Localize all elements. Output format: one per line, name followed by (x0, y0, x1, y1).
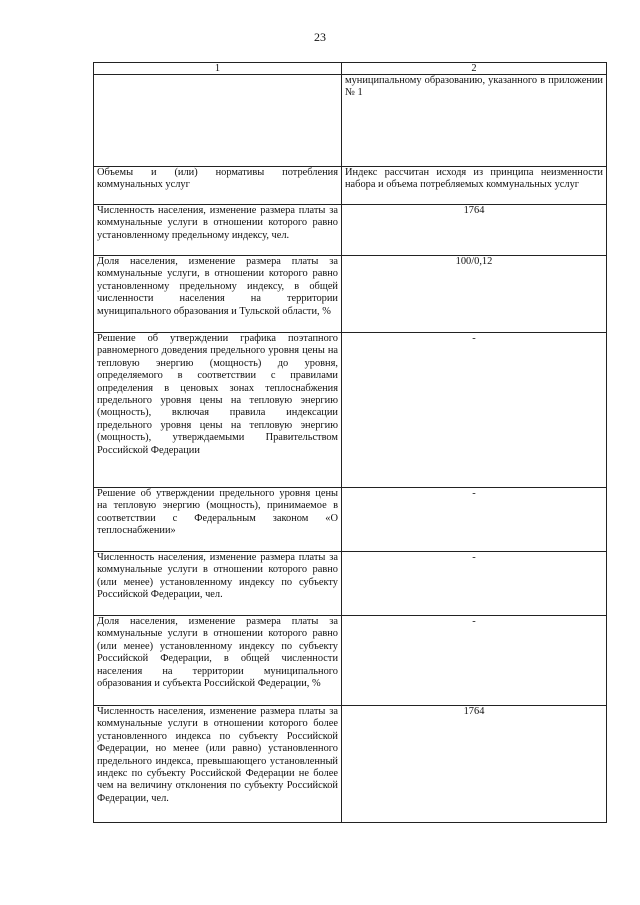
column-header-2: 2 (342, 63, 607, 75)
row-value: - (342, 333, 607, 488)
table-row (94, 333, 607, 488)
data-table (93, 62, 607, 823)
row-label: Численность населения, изменение размера платы за коммунальные услуги в отношении которого более установленного индекса по субъекту Российской Федерации, но менее (или равно) установленного предельного индекса, превышающего установленный индекс по субъекту Российской Федерации не более чем на величину отклонения по субъекту Российской Федерации, чел. (94, 706, 342, 823)
table-header-row (94, 63, 607, 75)
table-row (94, 616, 607, 706)
row-value: 1764 (342, 205, 607, 256)
row-description: муниципальному образованию, указанного в приложении № 1 (342, 75, 607, 167)
table-row (94, 205, 607, 256)
row-label: Решение об утверждении графика поэтапного равномерного доведения предельного уровня цены на тепловую энергию (мощность) до уровня, определяемого в соответствии с правилами определения в ценовых зонах теплоснабжения предельного уровня цены на тепловую энергию (мощность), включая правила индексации предельного уровня цены на тепловую энергию (мощность), утверждаемыми Правительством Российской Федерации (94, 333, 342, 488)
row-label: Доля населения, изменение размера платы за коммунальные услуги в отношении которого равно (или менее) установленному индексу по субъекту Российской Федерации, в общей численности населения на территории муниципального образования и субъекта Российской Федерации, % (94, 616, 342, 706)
row-value: 1764 (342, 706, 607, 823)
row-value: - (342, 552, 607, 616)
row-label (94, 75, 342, 167)
table-row (94, 706, 607, 823)
row-label: Численность населения, изменение размера платы за коммунальные услуги в отношении которого равно (или менее) установленному индексу по субъекту Российской Федерации, чел. (94, 552, 342, 616)
row-label: Объемы и (или) нормативы потребления коммунальных услуг (94, 167, 342, 205)
table-row (94, 75, 607, 167)
row-label: Решение об утверждении предельного уровня цены на тепловую энергию (мощность), принимаемое в соответствии с Федеральным законом «О теплоснабжении» (94, 488, 342, 552)
row-value: - (342, 616, 607, 706)
row-label: Численность населения, изменение размера платы за коммунальные услуги в отношении которого равно установленному предельному индексу, чел. (94, 205, 342, 256)
row-description: Индекс рассчитан исходя из принципа неизменности набора и объема потребляемых коммунальных услуг (342, 167, 607, 205)
row-label: Доля населения, изменение размера платы за коммунальные услуги, в отношении которого равно установленному предельному индексу, в общей численности населения на территории муниципального образования и Тульской области, % (94, 256, 342, 333)
table-row (94, 167, 607, 205)
page-number: 23 (314, 30, 326, 44)
table-row (94, 256, 607, 333)
row-value: - (342, 488, 607, 552)
row-value: 100/0,12 (342, 256, 607, 333)
table-row (94, 488, 607, 552)
column-header-1: 1 (94, 63, 342, 75)
table-row (94, 552, 607, 616)
